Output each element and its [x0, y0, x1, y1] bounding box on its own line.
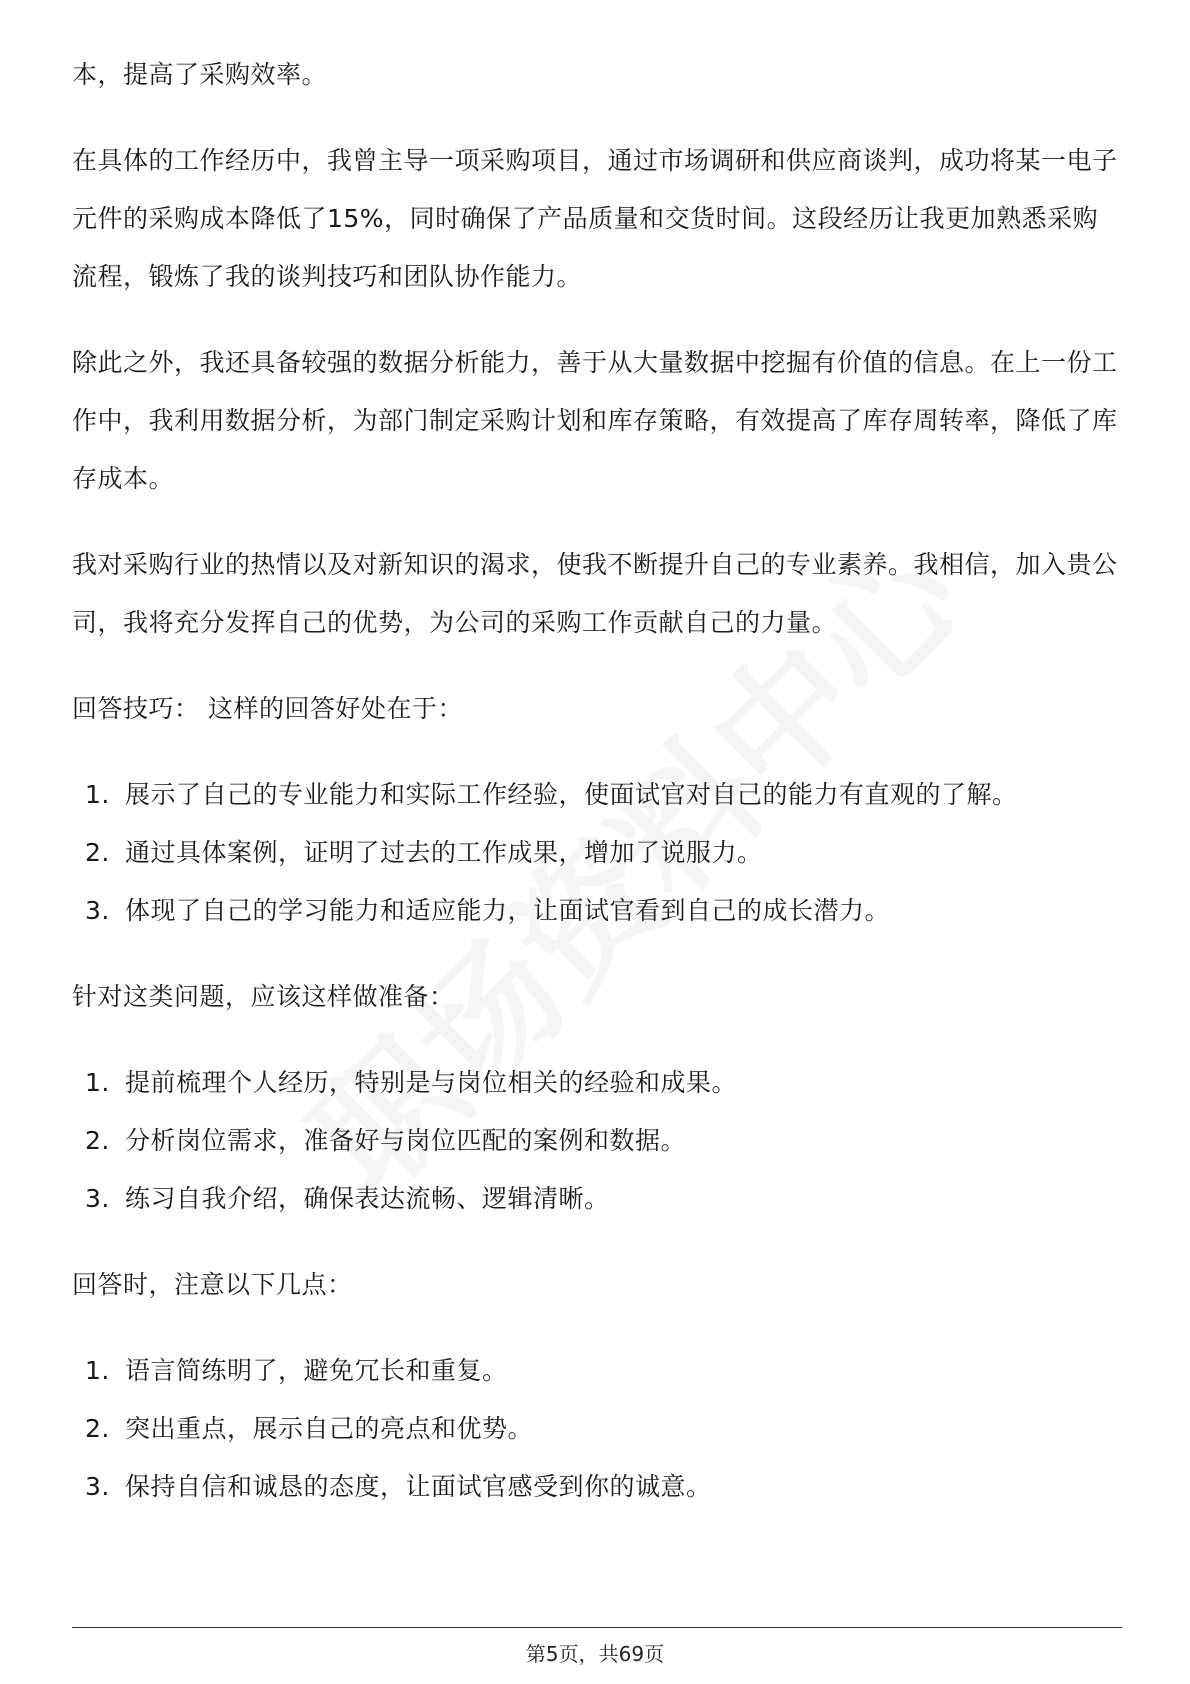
list-number: 2.	[85, 1126, 110, 1155]
list-number: 3.	[85, 896, 110, 925]
document-body	[72, 46, 1122, 1544]
list-item	[72, 1170, 1122, 1228]
list-item	[72, 882, 1122, 940]
list-item-text: 保持自信和诚恳的态度，让面试官感受到你的诚意。	[125, 1472, 712, 1501]
list-item-text: 提前梳理个人经历，特别是与岗位相关的经验和成果。	[125, 1068, 738, 1097]
list-number: 1.	[85, 1356, 110, 1385]
list-item-text: 练习自我介绍，确保表达流畅、逻辑清晰。	[125, 1184, 610, 1213]
list-item-text: 通过具体案例，证明了过去的工作成果，增加了说服力。	[125, 838, 763, 867]
list-number: 3.	[85, 1472, 110, 1501]
list-item-text: 体现了自己的学习能力和适应能力，让面试官看到自己的成长潜力。	[125, 896, 891, 925]
paragraph-data-analysis: 除此之外，我还具备较强的数据分析能力，善于从大量数据中挖掘有价值的信息。在上一份工作中，我利用数据分析，为部门制定采购计划和库存策略，有效提高了库存周转率，降低了库存成本。	[72, 348, 1118, 493]
list-item-text: 语言简练明了，避免冗长和重复。	[125, 1356, 508, 1385]
footer-divider	[72, 1627, 1122, 1628]
tips-list	[72, 766, 1122, 940]
list-number: 1.	[85, 1068, 110, 1097]
list-number: 2.	[85, 1414, 110, 1443]
paragraph-passion: 我对采购行业的热情以及对新知识的渴求，使我不断提升自己的专业素养。我相信，加入贵公司，我将充分发挥自己的优势，为公司的采购工作贡献自己的力量。	[72, 550, 1118, 637]
list-number: 3.	[85, 1184, 110, 1213]
list-item	[72, 766, 1122, 824]
notes-list	[72, 1342, 1122, 1516]
list-item	[72, 1400, 1122, 1458]
paragraph-work-experience: 在具体的工作经历中，我曾主导一项采购项目，通过市场调研和供应商谈判，成功将某一电子元件的采购成本降低了15%，同时确保了产品质量和交货时间。这段经历让我更加熟悉采购流程，锻炼了我的谈判技巧和团队协作能力。	[72, 146, 1118, 291]
list-number: 2.	[85, 838, 110, 867]
list-item	[72, 1054, 1122, 1112]
list-item	[72, 1112, 1122, 1170]
list-item-text: 突出重点，展示自己的亮点和优势。	[125, 1414, 534, 1443]
prep-heading: 针对这类问题，应该这样做准备：	[72, 982, 455, 1011]
prep-list	[72, 1054, 1122, 1228]
notes-heading: 回答时，注意以下几点：	[72, 1270, 353, 1299]
list-item	[72, 1458, 1122, 1516]
list-item	[72, 824, 1122, 882]
paragraph-continuation: 本，提高了采购效率。	[72, 60, 328, 89]
list-number: 1.	[85, 780, 110, 809]
page-number: 第5页，共69页	[525, 1642, 665, 1666]
list-item-text: 展示了自己的专业能力和实际工作经验，使面试官对自己的能力有直观的了解。	[125, 780, 1018, 809]
list-item-text: 分析岗位需求，准备好与岗位匹配的案例和数据。	[125, 1126, 687, 1155]
list-item	[72, 1342, 1122, 1400]
tips-heading: 回答技巧： 这样的回答好处在于：	[72, 694, 463, 723]
